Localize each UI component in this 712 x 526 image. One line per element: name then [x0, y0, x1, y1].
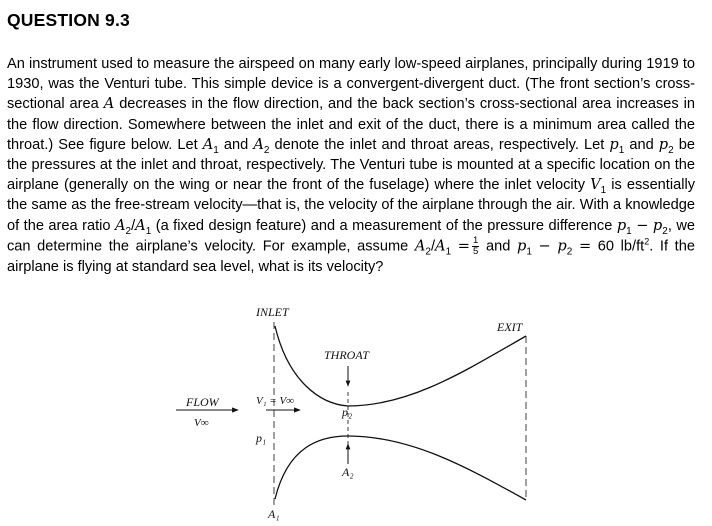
inlet-label: INLET — [256, 305, 289, 319]
lower-duct-wall — [275, 436, 526, 500]
p1-label: p₁ — [256, 431, 267, 445]
a2-label: A₂ — [342, 465, 354, 479]
p2-label: p₂ — [342, 405, 353, 419]
inlet-velocity-label: V₁ = V∞ — [256, 395, 295, 407]
a1-label: A₁ — [268, 507, 280, 521]
exit-label: EXIT — [497, 320, 523, 334]
question-body — [7, 54, 695, 277]
throat-label: THROAT — [324, 348, 369, 362]
flow-label: FLOW — [186, 395, 219, 409]
question-title: QUESTION 9.3 — [7, 10, 130, 30]
v-infinity-label: V∞ — [194, 417, 209, 429]
venturi-tube-figure — [170, 296, 542, 524]
question-text: An instrument used to measure the airspeed on many early low-speed airplanes, principally during 1919 to 1930, was the Venturi tube. This simple device is a convergent-divergent duct. (The front section’s cross-sectional area A decreases in the flow direction, and the back section’s cross-sectional area increases in the flow direction. Somewhere between the inlet and exit of the duct, there is a minimum area called the throat.) See figure below. Let $A_1$ and $A_2$ denote the inlet and throat areas, respectively. Let $p_1$ and $p_2$ be the pressures at the inlet and throat, respectively. The Venturi tube is mounted at a specific location on the airplane (generally on the wing or near the front of the fuselage) where the inlet velocity $V_1$ is essentially the same as the free-stream velocity—that is, the velocity of the airplane through the air. With a knowledge of the area ratio $A_2/A_1$ (a fixed design feature) and a measurement of the pressure difference $p_1 - p_2$, we can determine the airplane’s velocity. For example, assume $A_2/A_1$ = $\frac{1}{5}$ and $p_1 - p_2 = 60$ $lb/ft^2$. If the airplane is flying at standard sea level, what is its velocity? — [7, 56, 696, 275]
upper-duct-wall — [275, 326, 526, 406]
